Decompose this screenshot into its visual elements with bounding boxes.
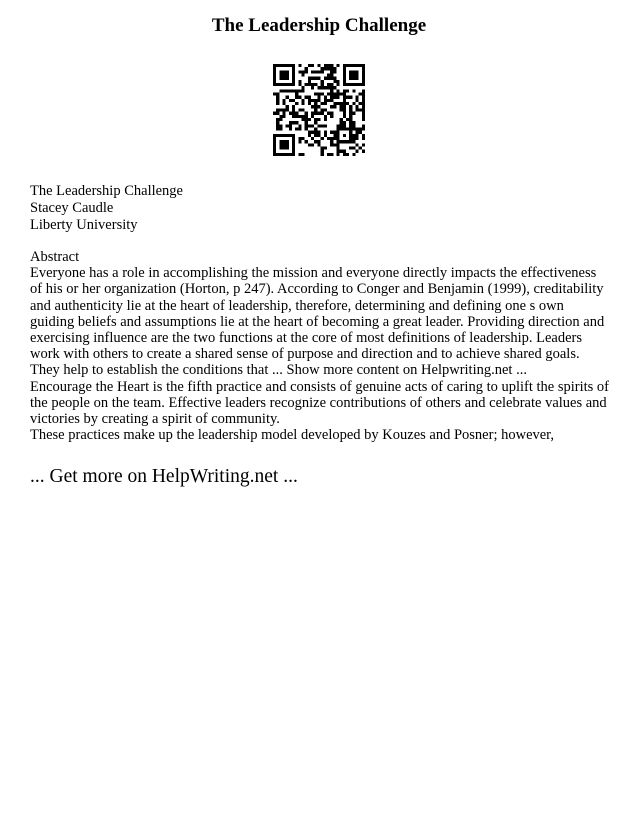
document-title: The Leadership Challenge xyxy=(211,15,427,36)
paragraph-1 xyxy=(30,265,610,378)
qr-code-icon xyxy=(273,64,365,156)
paragraph-2: Encourage the Heart is the fifth practice and consists of genuine acts of caring to uplift the spirits of the people on the team. Effective leaders recognize contributions of others and celebrate values and victories by creating a spirit of community. xyxy=(30,378,610,428)
title-block xyxy=(30,183,183,234)
paper-title-line: The Leadership Challenge xyxy=(30,183,183,199)
author-name: Stacey Caudle xyxy=(30,200,114,216)
document-body xyxy=(30,249,610,443)
show-more-link[interactable]: Show more content on Helpwriting.net ... xyxy=(286,362,527,379)
paragraph-1-text: Everyone has a role in accomplishing the mission and everyone directly impacts the effectiveness of his or her organization (Horton, p 247). According to Conger and Benjamin (1999), creditability and authenticity lie at the heart of leadership, therefore, determining and defining one s own guiding beliefs and assumptions lie at the heart of becoming a great leader. Providing direction and exercising influence are the two functions at the core of most definitions of leadership. Leaders work with others to create a shared sense of purpose and direction and to achieve shared goals. They help to establish the conditions that ... xyxy=(30,265,605,379)
abstract-heading: Abstract xyxy=(30,249,80,265)
institution-name: Liberty University xyxy=(30,217,138,233)
paragraph-3: These practices make up the leadership model developed by Kouzes and Posner; however, xyxy=(30,427,555,444)
get-more-link[interactable]: ... Get more on HelpWriting.net ... xyxy=(30,466,298,487)
